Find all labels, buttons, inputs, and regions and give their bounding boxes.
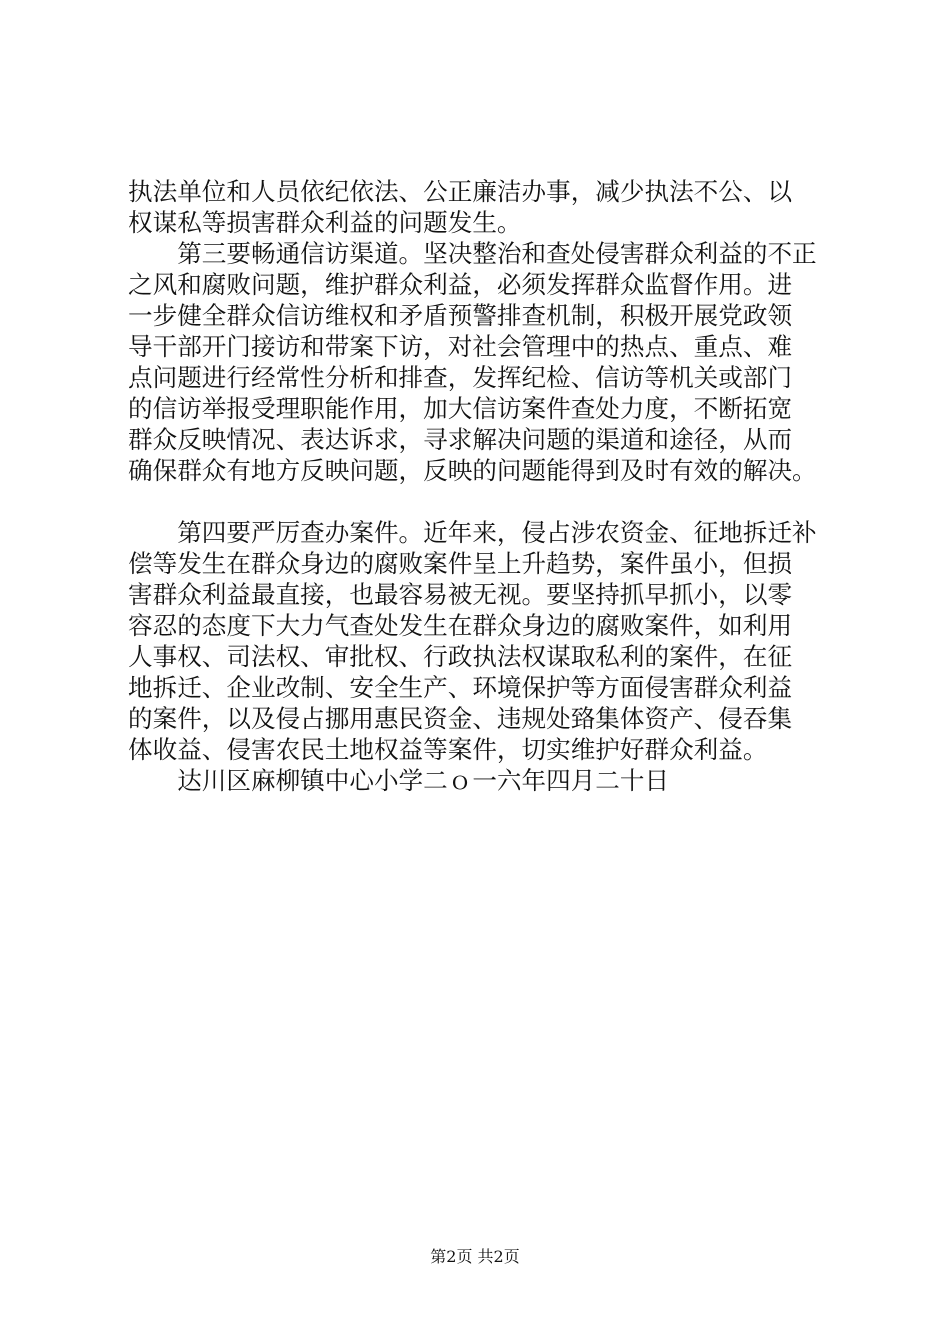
text-line: 人事权、司法权、审批权、行政执法权谋取私利的案件，在征 (128, 642, 793, 671)
text-line: 害群众利益最直接，也最容易被无视。要坚持抓早抓小，以零 (128, 580, 793, 609)
text-line: 群众反映情况、表达诉求，寻求解决问题的渠道和途径，从而 (128, 425, 793, 454)
text-line: 第四要严厉查办案件。近年来，侵占涉农资金、征地拆迁补 (128, 518, 817, 547)
text-line: 的案件，以及侵占挪用惠民资金、违规处臵集体资产、侵吞集 (128, 704, 793, 733)
paragraph-gap (128, 486, 848, 517)
text-line: 之风和腐败问题，维护群众利益，必须发挥群众监督作用。进 (128, 270, 793, 299)
text-line: 容忍的态度下大力气查处发生在群众身边的腐败案件，如利用 (128, 611, 793, 640)
text-line: 执法单位和人员依纪依法、公正廉洁办事，减少执法不公、以 (128, 177, 793, 206)
paragraph-1 (128, 176, 848, 238)
text-line: 第三要畅通信访渠道。坚决整治和查处侵害群众利益的不正 (128, 239, 817, 268)
text-line: 偿等发生在群众身边的腐败案件呈上升趋势，案件虽小，但损 (128, 549, 793, 578)
text-line: 的信访举报受理职能作用，加大信访案件查处力度，不断拓宽 (128, 394, 793, 423)
text-line: 体收益、侵害农民土地权益等案件，切实维护好群众利益。 (128, 735, 768, 764)
text-line: 一步健全群众信访维权和矛盾预警排查机制，积极开展党政领 (128, 301, 793, 330)
page-footer (0, 1244, 950, 1267)
paragraph-2 (128, 238, 848, 486)
text-line: 确保群众有地方反映问题，反映的问题能得到及时有效的解决。 (128, 456, 817, 485)
text-line: 点问题进行经常性分析和排查，发挥纪检、信访等机关或部门 (128, 363, 793, 392)
document-body (128, 176, 848, 796)
text-line: 导干部开门接访和带案下访，对社会管理中的热点、重点、难 (128, 332, 793, 361)
page-number: 第2页 共2页 (430, 1247, 520, 1266)
text-line: 权谋私等损害群众利益的问题发生。 (128, 208, 522, 237)
text-line: 地拆迁、企业改制、安全生产、环境保护等方面侵害群众利益 (128, 673, 793, 702)
signature-line: 达川区麻柳镇中心小学二ｏ一六年四月二十日 (128, 766, 670, 795)
paragraph-3 (128, 517, 848, 765)
